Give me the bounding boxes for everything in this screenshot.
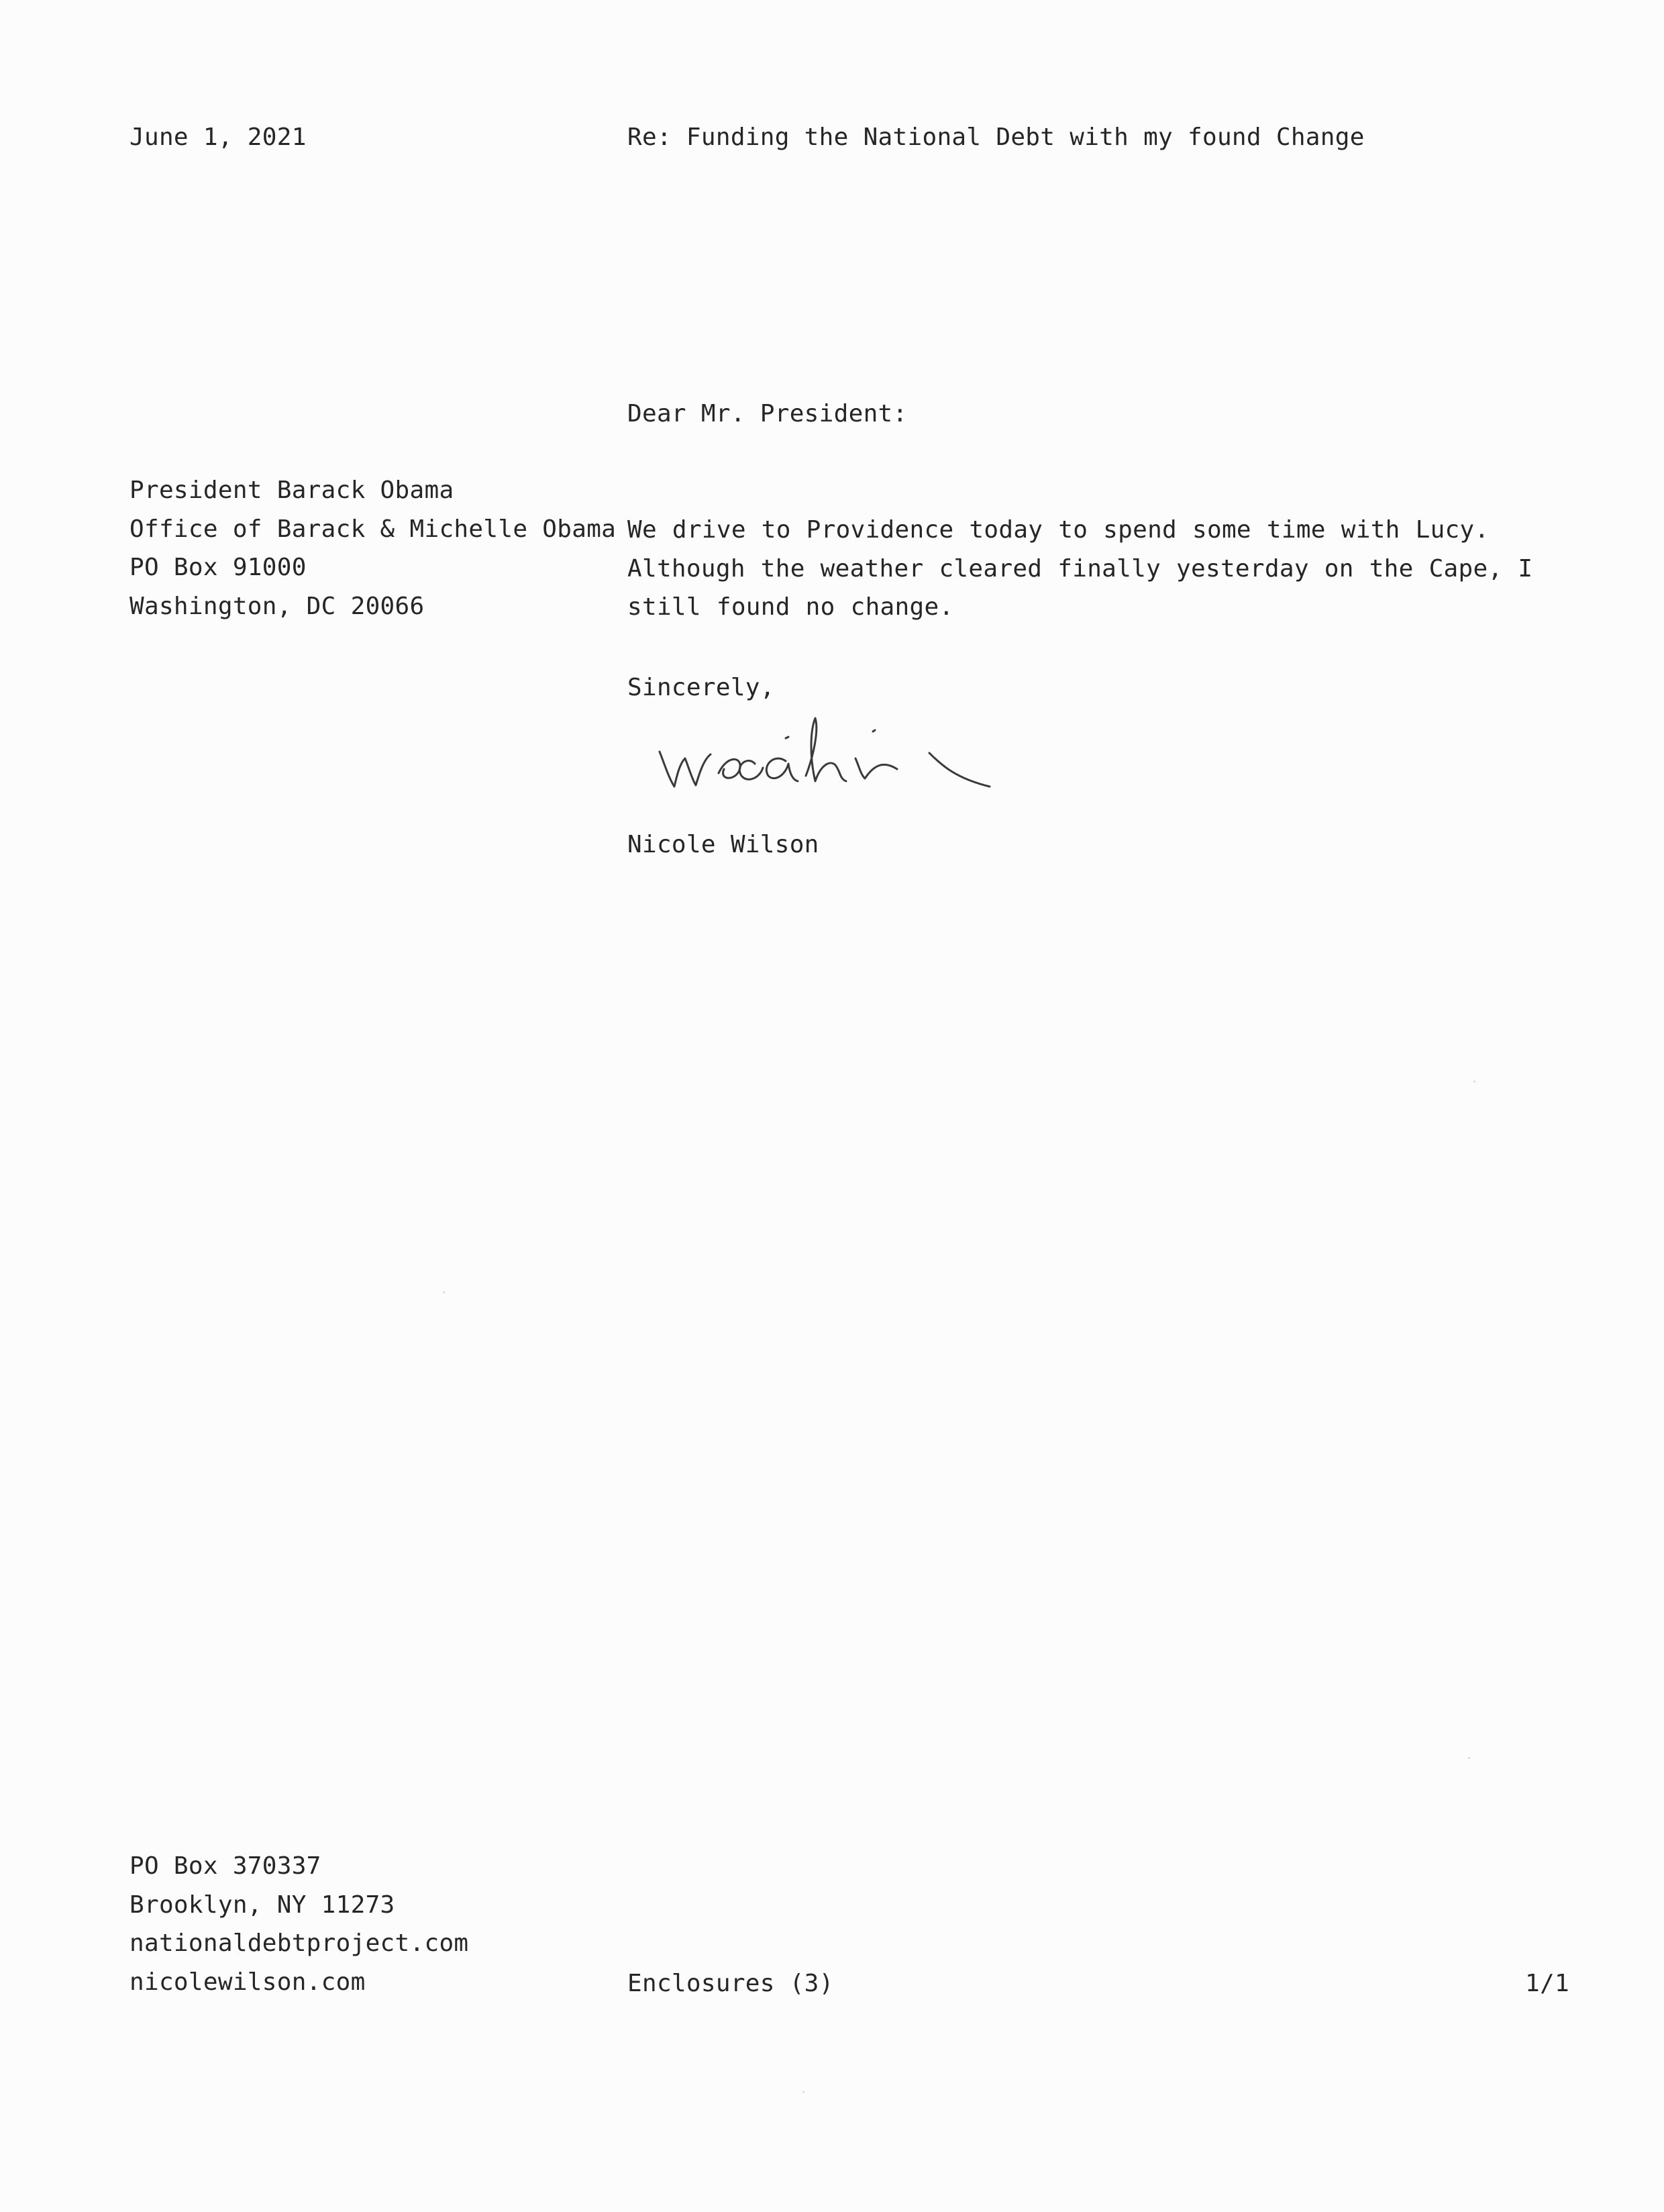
recipient-address <box>129 471 616 625</box>
paper-speck <box>802 2091 804 2093</box>
salutation: Dear Mr. President: <box>627 400 908 428</box>
sender-website-link[interactable]: nationaldebtproject.com <box>129 1929 469 1957</box>
signer-name: Nicole Wilson <box>627 831 819 858</box>
letter-date: June 1, 2021 <box>129 123 307 151</box>
enclosures-note: Enclosures (3) <box>627 1970 834 1997</box>
closing: Sincerely, <box>627 674 775 701</box>
paper-speck <box>1473 1080 1475 1083</box>
sender-address <box>129 1847 468 2001</box>
letter-body: We drive to Providence today to spend some time with Lucy. Although the weather cleared finally yesterday on the Cape, I still found no change. <box>627 516 1533 621</box>
sender-address-line: Brooklyn, NY 11273 <box>129 1891 395 1919</box>
sender-address-line: PO Box 370337 <box>129 1852 321 1880</box>
letter-subject: Re: Funding the National Debt with my found Change <box>627 123 1365 151</box>
recipient-line: President Barack Obama <box>129 476 454 504</box>
recipient-line: Office of Barack & Michelle Obama <box>129 515 617 543</box>
paper-speck <box>443 1291 445 1293</box>
paper-speck <box>1468 1757 1470 1759</box>
recipient-line: PO Box 91000 <box>129 554 307 581</box>
page-number: 1/1 <box>1525 1970 1569 1997</box>
recipient-line: Washington, DC 20066 <box>129 592 425 620</box>
sender-website-link[interactable]: nicolewilson.com <box>129 1968 366 1996</box>
handwritten-signature <box>654 711 1003 799</box>
